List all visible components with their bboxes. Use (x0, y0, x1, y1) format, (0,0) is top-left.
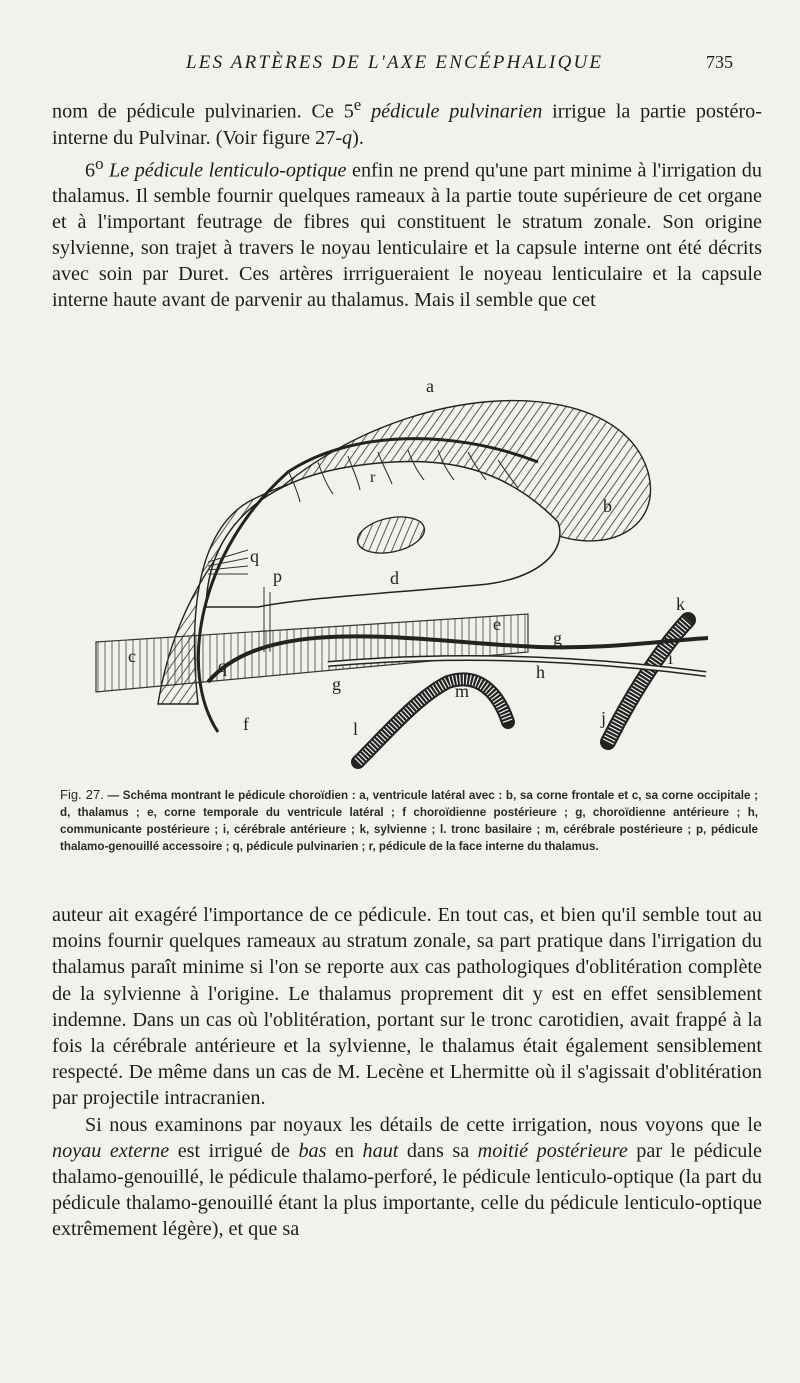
running-title: LES ARTÈRES DE L'AXE ENCÉPHALIQUE (186, 52, 604, 73)
label-k: k (676, 594, 685, 614)
label-m: m (455, 681, 470, 701)
label-i: i (668, 648, 674, 668)
sylvian-artery (608, 620, 688, 742)
label-l: l (353, 719, 359, 739)
paragraph-noyau-externe: Si nous examinons par noyaux les détails de cette irrigation, nous voyons que le noyau externe est irrigué de bas en haut dans sa moitié postérieure par le pédicule thalamo-genouillé, le pédicule thalamo-perforé, le pédicule lenticulo-optique (la part du pédicule thalamo-genouillé étant la plus importante, celle du pédicule lenticulo-optique extrêmement légère), et que sa (52, 1113, 762, 1241)
figure-caption (60, 786, 758, 855)
paragraph-auteur: auteur ait exagéré l'importance de ce pédicule. En tout cas, et bien qu'il semble tout au moins fournir quelques rameaux au stratum zonale, sa part pratique dans l'irrigation du thalamus paraît minime si l'on se reporte aux cas pathologiques d'oblitération complète de la sylvienne à l'origine. Le thalamus proprement dit y est en effet sensiblement indemne. Dans un cas où l'oblitération, portant sur le tronc carotidien, avait frappé à la fois la cérébrale antérieure et la sylvienne, le thalamus était également sensiblement respecté. De même dans un cas de M. Lecène et Lhermitte où il s'agissait d'oblitération par projectile intracranien. (52, 904, 762, 1110)
paragraph-lenticulo-optique: 6$^o$ Le pédicule lenticulo-optique enfin ne prend qu'une part minime à l'irrigation du thalamus. Il semble fournir quelques rameaux à la partie toute supérieure de cet organe et à l'important feutrage de fibres qui constituent le stratum zonale. Son origine sylvienne, son trajet à travers le noyau lenticulaire et la capsule interne ont été décrits avec soin par Duret. Ces artères irrrigueraient le noyeau lenticulaire et la capsule interne haute avant de parvenir au thalamus. Mais il semble que cet (52, 153, 762, 312)
label-e: e (493, 614, 501, 634)
label-f: f (243, 714, 249, 734)
label-a: a (426, 376, 434, 396)
label-q2: q (218, 656, 227, 676)
figure-label: Fig. 27. (60, 787, 104, 802)
text-block-bottom (52, 902, 762, 1243)
paragraph-pulvinarien: nom de pédicule pulvinarien. Ce 5e pédicule pulvinarien irrigue la partie postéro-interne du Pulvinar. (Voir figure 27-q). (52, 95, 762, 149)
label-g2: g (332, 674, 341, 694)
text-block-top (52, 92, 762, 313)
label-b: b (603, 496, 612, 516)
label-g1: g (553, 628, 562, 648)
figure-27-diagram (88, 352, 748, 772)
caption-text: — Schéma montrant le pédicule choroïdien : a, ventricule latéral avec : b, sa corne frontale et c, sa corne occipitale ; d, thalamus ; e, corne temporale du ventricule latéral ; f choroïdienne postérieure ; g, choroïdienne antérieure ; h, communicante postérieure ; i, cérébrale antérieure ; k, sylvienne ; l. tronc basilaire ; m, cérébrale postérieure ; p, pédicule thalamo-genouillé accessoire ; q, pédicule pulvinarien ; r, pédicule de la face interne du thalamus. (60, 789, 758, 853)
label-h: h (536, 662, 545, 682)
label-j: j (601, 708, 607, 728)
label-c: c (128, 646, 136, 666)
label-q1: q (250, 546, 259, 566)
label-d: d (390, 568, 399, 588)
running-header (0, 52, 800, 78)
page-number: 735 (706, 52, 733, 72)
label-p: p (273, 566, 282, 586)
label-r: r (370, 469, 376, 486)
